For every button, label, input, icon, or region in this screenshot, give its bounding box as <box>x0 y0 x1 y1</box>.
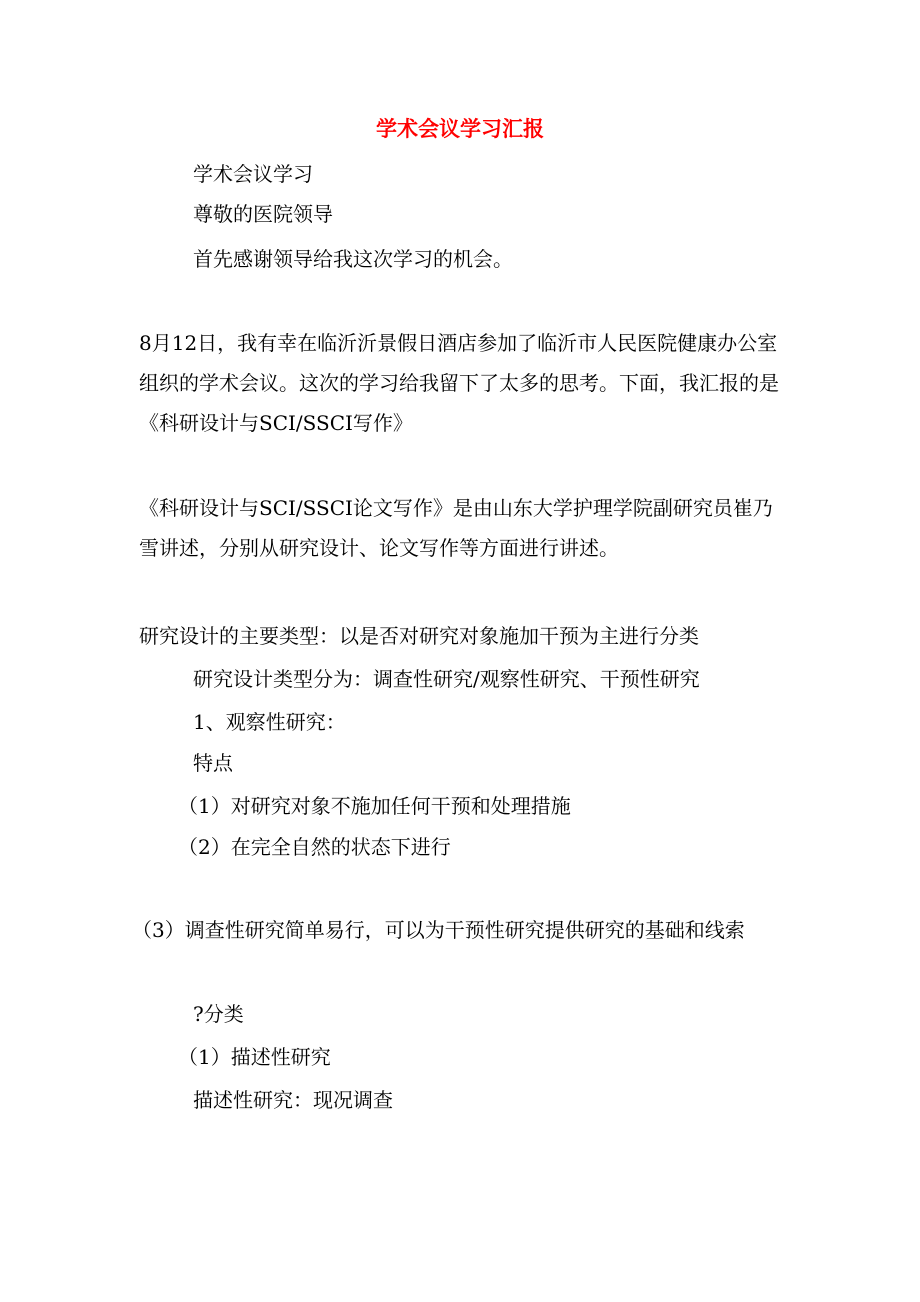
intro-line-3: 首先感谢领导给我这次学习的机会。 <box>193 247 513 271</box>
feature-1: （1）对研究对象不施加任何干预和处理措施 <box>178 794 571 818</box>
feature-2: （2）在完全自然的状态下进行 <box>178 835 451 859</box>
document-title: 学术会议学习汇报 <box>376 116 544 141</box>
intro-line-2: 尊敬的医院领导 <box>193 202 333 226</box>
classification-label: ?分类 <box>193 1002 244 1026</box>
features-label: 特点 <box>193 751 233 775</box>
descriptive-definition: 描述性研究：现况调查 <box>193 1088 393 1112</box>
paragraph-2: 《科研设计与SCI/SSCI论文写作》是由山东大学护理学院副研究员崔乃雪讲述，分别从研究设计、论文写作等方面进行讲述。 <box>139 496 773 560</box>
research-types-list: 研究设计类型分为：调查性研究/观察性研究、干预性研究 <box>193 667 700 691</box>
research-types-heading: 研究设计的主要类型：以是否对研究对象施加干预为主进行分类 <box>139 624 699 648</box>
class-1: （1）描述性研究 <box>178 1045 331 1069</box>
intro-line-1: 学术会议学习 <box>193 162 313 186</box>
observational-heading: 1、观察性研究： <box>193 710 346 734</box>
paragraph-1: 8月12日，我有幸在临沂沂景假日酒店参加了临沂市人民医院健康办公室组织的学术会议。这次的学习给我留下了太多的思考。下面，我汇报的是《科研设计与SCI/SSCI写作》 <box>139 331 779 435</box>
feature-3: （3）调查性研究简单易行，可以为干预性研究提供研究的基础和线索 <box>132 918 745 942</box>
